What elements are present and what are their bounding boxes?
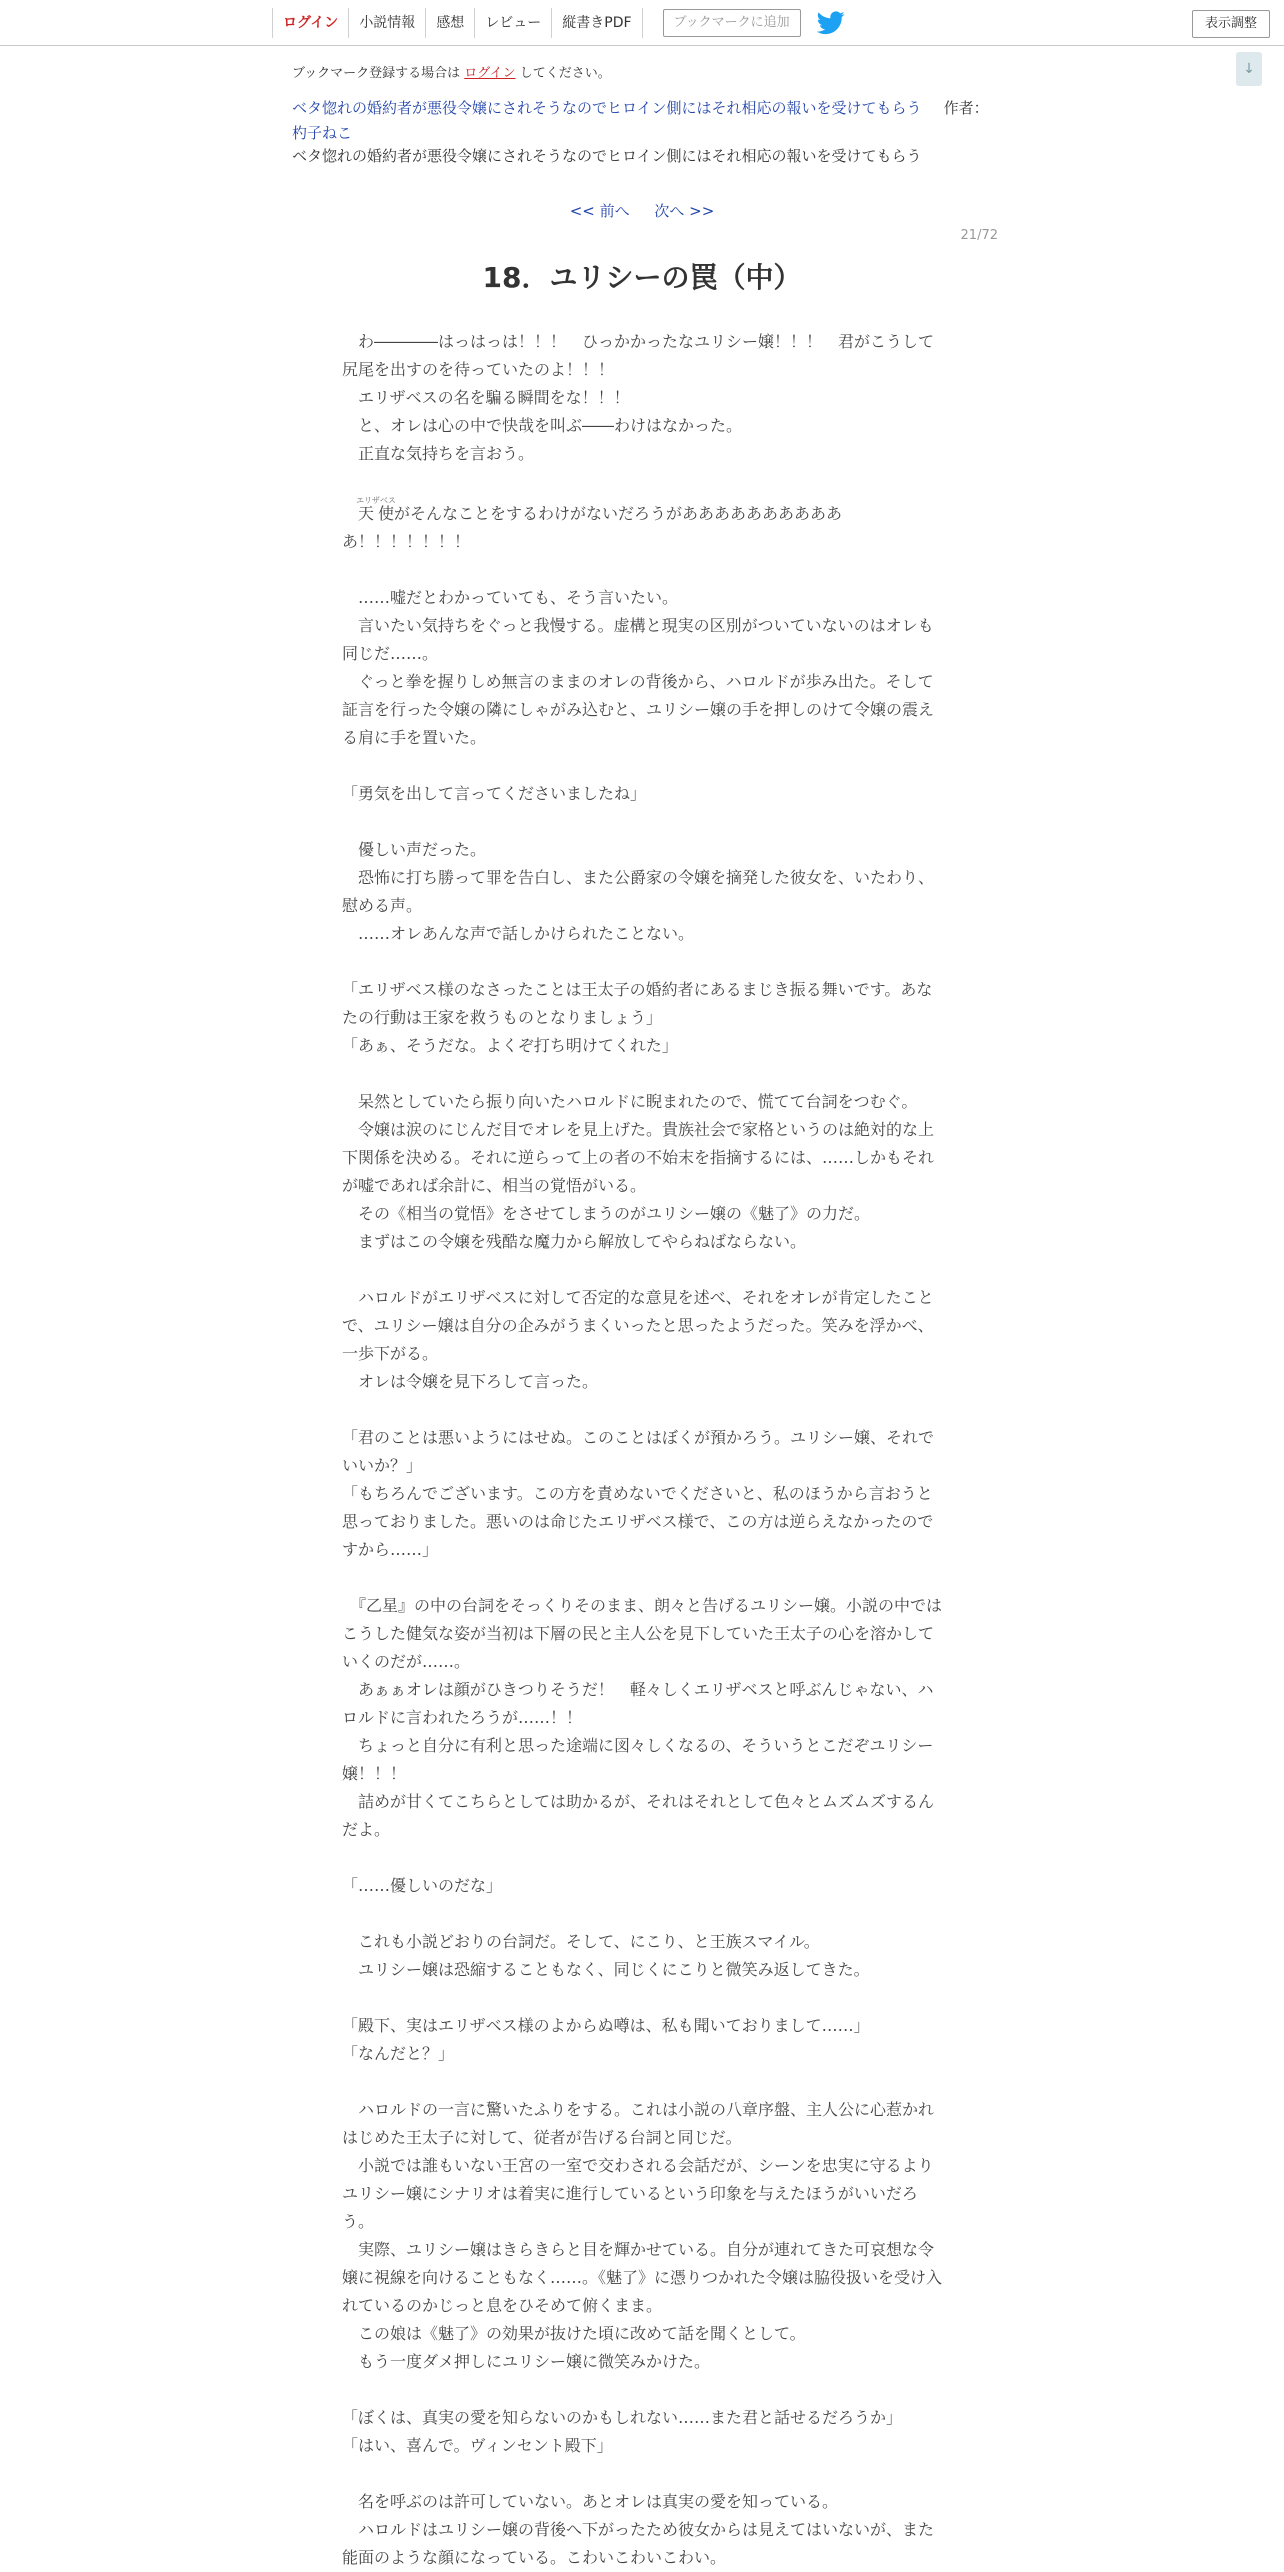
paragraph-line: 「もちろんでございます。この方を責めないでくださいと、私のほうから言おうと思っておりました。悪いのは命じたエリザベス様で、この方は逆らえなかったのですから……」: [342, 1484, 934, 1559]
paragraph-line: 「なんだと？」: [342, 2044, 455, 2063]
paragraph-line: 「殿下、実はエリザベス様のよからぬ噂は、私も聞いておりまして……」: [342, 2016, 870, 2035]
paragraph-line: これも小説どおりの台詞だ。そして、にこり、と王族スマイル。: [342, 1932, 820, 1951]
blank-line: [342, 2460, 942, 2488]
novel-subtitle: ベタ惚れの婚約者が悪役令嬢にされそうなのでヒロイン側にはそれ相応の報いを受けてもらう: [292, 147, 922, 165]
chapter-pager: [0, 200, 1284, 221]
paragraph-line: 令嬢は涙のにじんだ目でオレを見上げた。貴族社会で家格というのは絶対的な上下関係を決める。それに逆らって上の者の不始末を指摘するには、……しかもそれが嘘であれば余計に、相当の覚悟がいる。: [342, 1120, 935, 1195]
chapter-body: [342, 328, 942, 2572]
blank-line: [342, 468, 942, 496]
blank-line: [342, 556, 942, 584]
bookmark-notice: [292, 62, 611, 81]
blank-line: [342, 1984, 942, 2012]
ruby-line-rest: がそんなことをするわけがないだろうがあああああああああああ！！！！！！！: [342, 504, 842, 551]
paragraph-line: 「あぁ、そうだな。よくぞ打ち明けてくれた」: [342, 1036, 678, 1055]
paragraph-line: 言いたい気持ちをぐっと我慢する。虚構と現実の区別がついていないのはオレも同じだ……。: [342, 616, 934, 663]
top-navigation-bar: [0, 0, 1284, 46]
paragraph-line: と、オレは心の中で快哉を叫ぶ――わけはなかった。: [342, 416, 743, 435]
prev-chapter-link[interactable]: << 前へ: [569, 202, 630, 220]
author-name-link[interactable]: 杓子ねこ: [292, 124, 353, 142]
blank-line: [342, 2376, 942, 2404]
paragraph-line: ……嘘だとわかっていても、そう言いたい。: [342, 588, 679, 607]
paragraph-line: もう一度ダメ押しにユリシー嬢に微笑みかけた。: [342, 2352, 711, 2371]
nav-impressions-link[interactable]: 感想: [425, 8, 474, 38]
blank-line: [342, 948, 942, 976]
nav-login-link[interactable]: ログイン: [272, 8, 348, 38]
bookmark-notice-suffix: してください。: [519, 66, 611, 81]
paragraph-line: 優しい声だった。: [342, 840, 487, 859]
paragraph-line: わ――――はっはっは！！！ ひっかかったなユリシー嬢！！！ 君がこうして尻尾を出すのを待っていたのよ！！！: [342, 332, 935, 379]
blank-line: [342, 1564, 942, 1592]
paragraph-line: ちょっと自分に有利と思った途端に図々しくなるの、そういうとこだぞユリシー嬢！！！: [342, 1736, 934, 1783]
paragraph-line: 「君のことは悪いようにはせぬ。このことはぼくが預かろう。ユリシー嬢、それでいいか？」: [342, 1428, 935, 1475]
paragraph-line: ぐっと拳を握りしめ無言のままのオレの背後から、ハロルドが歩み出た。そして証言を行った令嬢の隣にしゃがみ込むと、ユリシー嬢の手を押しのけて令嬢の震える肩に手を置いた。: [342, 672, 935, 747]
paragraph-line: オレは令嬢を見下ろして言った。: [342, 1372, 599, 1391]
paragraph-line: ハロルドがエリザベスに対して否定的な意見を述べ、それをオレが肯定したことで、ユリシー嬢は自分の企みがうまくいったと思ったようだった。笑みを浮かべ、一歩下がる。: [342, 1288, 934, 1363]
next-chapter-link[interactable]: 次へ >>: [654, 202, 715, 220]
bookmark-notice-prefix: ブックマーク登録する場合は: [292, 66, 461, 81]
paragraph-line: 「はい、喜んで。ヴィンセント殿下」: [342, 2436, 613, 2455]
twitter-bird-icon[interactable]: [817, 11, 845, 35]
paragraph-line: 「エリザベス様のなさったことは王太子の婚約者にあるまじき振る舞いです。あなたの行動は王家を救うものとなりましょう」: [342, 980, 933, 1027]
nav-review-link[interactable]: レビュー: [474, 8, 551, 38]
paragraph-line: 名を呼ぶのは許可していない。あとオレは真実の愛を知っている。: [342, 2492, 839, 2511]
novel-title-link[interactable]: ベタ惚れの婚約者が悪役令嬢にされそうなのでヒロイン側にはそれ相応の報いを受けてもらう: [292, 99, 922, 117]
blank-line: [342, 1060, 942, 1088]
novel-title-row: [292, 96, 992, 146]
ruby-reading: エリザベス: [356, 496, 396, 505]
paragraph-line: 「ぼくは、真実の愛を知らないのかもしれない……また君と話せるだろうか」: [342, 2408, 903, 2427]
paragraph-line-ruby: [342, 496, 942, 556]
page-count: 21/72: [960, 228, 998, 243]
ruby-base: 天使: [356, 504, 396, 523]
paragraph-line: 正直な気持ちを言おう。: [342, 444, 535, 463]
paragraph-line: ……オレあんな声で話しかけられたことない。: [342, 924, 695, 943]
blank-line: [342, 2068, 942, 2096]
paragraph-line: 『乙星』の中の台詞をそっくりそのまま、朗々と告げるユリシー嬢。小説の中ではこうした健気な姿が当初は下層の民と主人公を見下していた王太子の心を溶かしていくのだが……。: [342, 1596, 943, 1671]
paragraph-line: エリザベスの名を騙る瞬間をな！！！: [342, 388, 630, 407]
paragraph-line: 「……優しいのだな」: [342, 1876, 503, 1895]
paragraph-line: あぁぁオレは顔がひきつりそうだ！ 軽々しくエリザベスと呼ぶんじゃない、ハロルドに言われたろうが……！！: [342, 1680, 934, 1727]
author-label: 作者：: [943, 99, 989, 117]
paragraph-line: まずはこの令嬢を残酷な魔力から解放してやらねばならない。: [342, 1232, 807, 1251]
add-bookmark-button[interactable]: ブックマークに追加: [663, 9, 801, 37]
paragraph-line: 「勇気を出して言ってくださいましたね」: [342, 784, 647, 803]
paragraph-line: 恐怖に打ち勝って罪を告白し、また公爵家の令嬢を摘発した彼女を、いたわり、慰める声。: [342, 868, 935, 915]
paragraph-line: 呆然としていたら振り向いたハロルドに睨まれたので、慌てて台詞をつむぐ。: [342, 1092, 918, 1111]
paragraph-line: ユリシー嬢は恐縮することもなく、同じくにこりと微笑み返してきた。: [342, 1960, 870, 1979]
nav-list: [272, 8, 845, 38]
paragraph-line: ハロルドの一言に驚いたふりをする。これは小説の八章序盤、主人公に心惹かれはじめた王太子に対して、従者が告げる台詞と同じだ。: [342, 2100, 935, 2147]
display-settings-button[interactable]: 表示調整: [1192, 10, 1270, 38]
paragraph-line: 小説では誰もいない王宮の一室で交わされる会話だが、シーンを忠実に守るよりユリシー嬢にシナリオは着実に進行しているという印象を与えたほうがいいだろう。: [342, 2156, 934, 2231]
blank-line: [342, 808, 942, 836]
paragraph-line: その《相当の覚悟》をさせてしまうのがユリシー嬢の《魅了》の力だ。: [342, 1204, 871, 1223]
ruby-annotation: [356, 496, 396, 523]
paragraph-line: 実際、ユリシー嬢はきらきらと目を輝かせている。自分が連れてきた可哀想な令嬢に視線を向けることもなく……。《魅了》に憑りつかれた令嬢は脇役扱いを受け入れているのかじっと息をひそめて俯くまま。: [342, 2240, 943, 2315]
paragraph-line: 詰めが甘くてこちらとしては助かるが、それはそれとして色々とムズムズするんだよ。: [342, 1792, 935, 1839]
scroll-down-tab[interactable]: ↓: [1236, 52, 1262, 86]
blank-line: [342, 1396, 942, 1424]
bookmark-notice-login-link[interactable]: ログイン: [464, 66, 516, 81]
chapter-title: 18．ユリシーの罠（中）: [482, 261, 802, 294]
blank-line: [342, 1256, 942, 1284]
nav-vertical-pdf-link[interactable]: 縦書きPDF: [551, 8, 642, 38]
blank-line: [342, 1844, 942, 1872]
blank-line: [342, 1900, 942, 1928]
paragraph-line: ハロルドはユリシー嬢の背後へ下がったため彼女からは見えてはいないが、また能面のような顔になっている。こわいこわいこわい。: [342, 2520, 935, 2567]
blank-line: [342, 752, 942, 780]
paragraph-line: この娘は《魅了》の効果が抜けた頃に改めて話を聞くとして。: [342, 2324, 806, 2343]
nav-novel-info-link[interactable]: 小説情報: [348, 8, 425, 38]
